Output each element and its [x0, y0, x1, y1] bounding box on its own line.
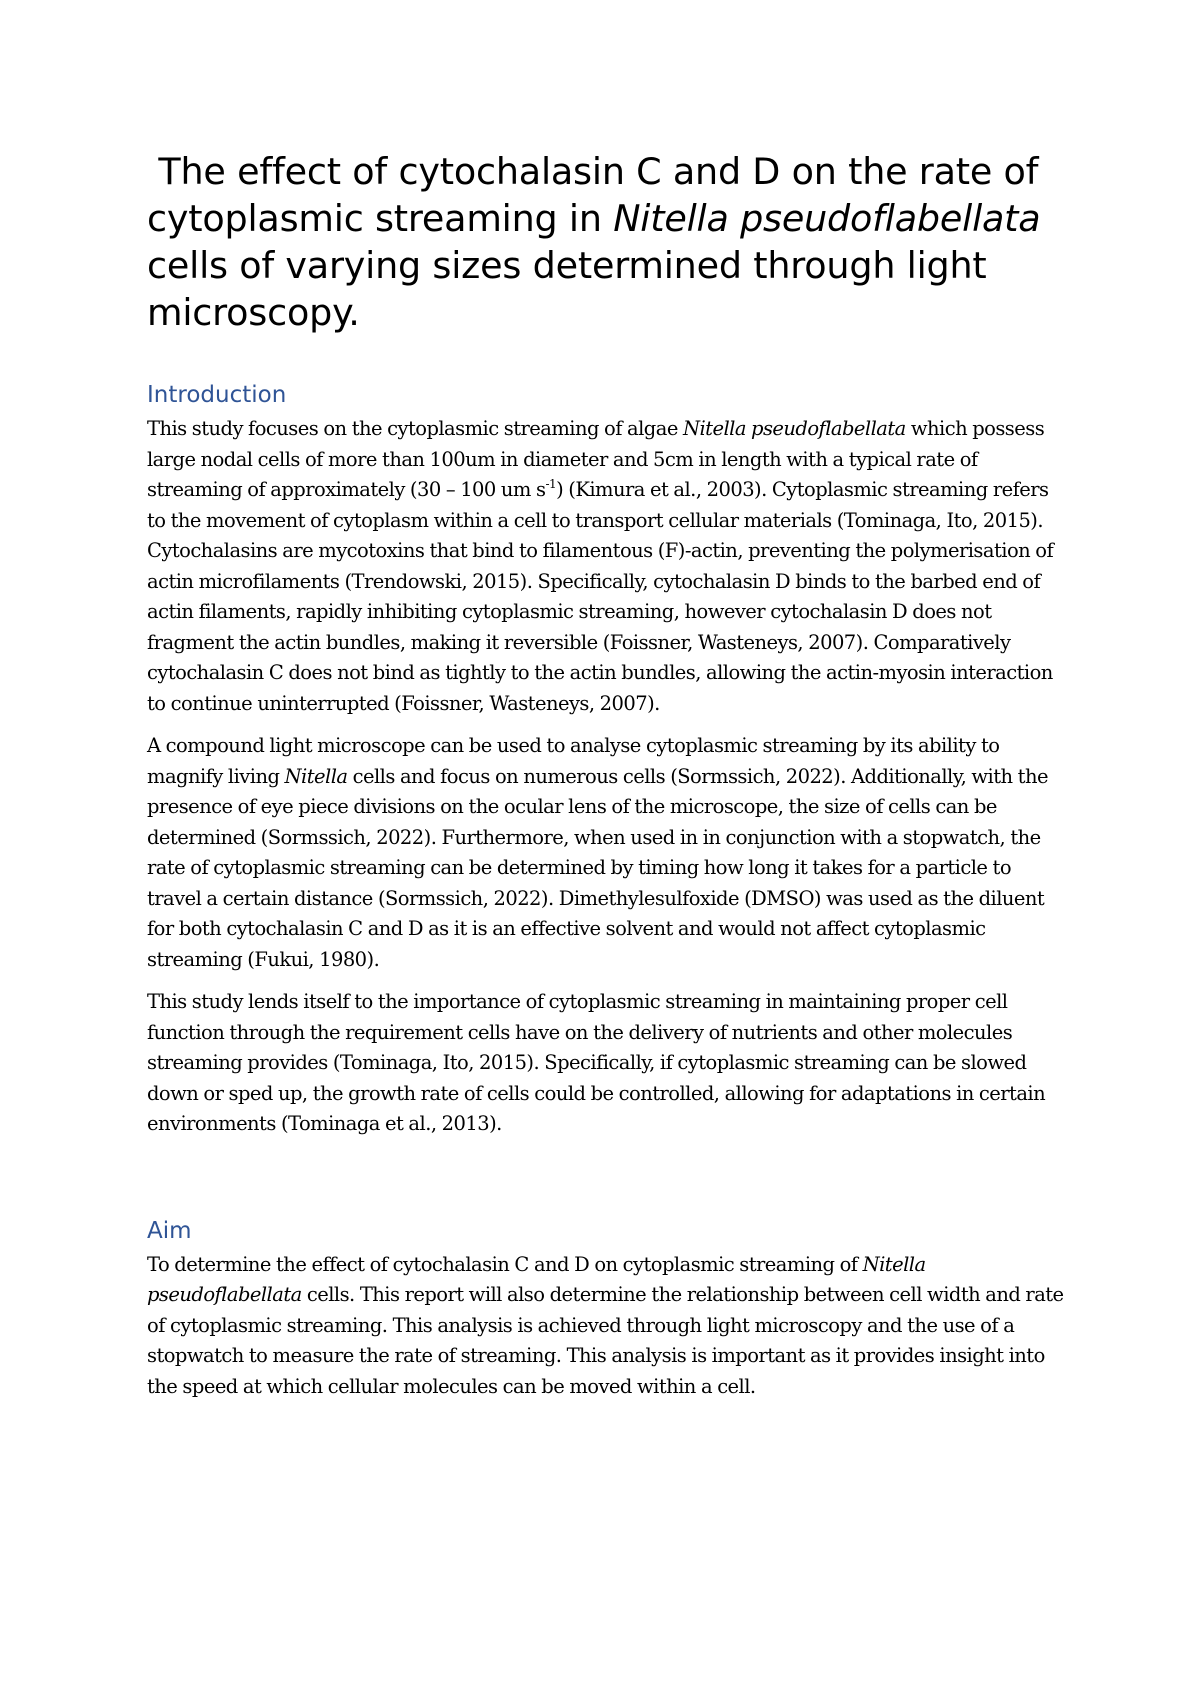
aim-section: [147, 1216, 1067, 1403]
introduction-paragraph-1: [147, 414, 1067, 719]
aim-text-1: To determine the effect of cytochalasin C and D on cytoplasmic streaming of: [147, 1252, 863, 1276]
introduction-section: [147, 380, 1067, 1140]
aim-text-2: cells. This report will also determine the relationship between cell width and rate of cytoplasmic streaming. This analysis is achieved through light microscopy and the use of a stopwatch to measure the rate of streaming. This analysis is important as it provides insight into the speed at which cellular molecules can be moved within a cell.: [147, 1283, 1064, 1398]
title-lead-space: [147, 150, 158, 193]
intro-p2-text-1: A compound light microscope can be used to analyse cytoplasmic streaming by its ability to magnify living: [147, 734, 1000, 788]
aim-heading: Aim: [147, 1217, 192, 1244]
title-species-name: Nitella pseudoflabellata: [613, 197, 1041, 240]
section-spacer: [147, 1152, 1067, 1216]
intro-p1-text-3: ) (Kimura et al., 2003). Cytoplasmic streaming refers to the movement of cytoplasm within a cell to transport cellular materials (Tominaga, Ito, 2015). Cytochalasins are mycotoxins that bind to filamentous (F)-actin, preventing the polymerisation of actin microfilaments (Trendowski, 2015). Specifically, cytochalasin D binds to the barbed end of actin filaments, rapidly inhibiting cytoplasmic streaming, however cytochalasin D does not fragment the actin bundles, making it reversible (Foissner, Wasteneys, 2007). Comparatively cytochalasin C does not bind as tightly to the actin bundles, allowing the actin-myosin interaction to continue uninterrupted (Foissner, Wasteneys, 2007).: [147, 478, 1054, 715]
title-text-part2: cells of varying sizes determined through light microscopy.: [147, 244, 987, 334]
introduction-paragraph-3: This study lends itself to the importance of cytoplasmic streaming in maintaining proper cell function through the requirement cells have on the delivery of nutrients and other molecules streaming provides (Tominaga, Ito, 2015). Specifically, if cytoplasmic streaming can be slowed down or sped up, the growth rate of cells could be controlled, allowing for adaptations in certain environments (Tominaga et al., 2013).: [147, 990, 1046, 1135]
introduction-paragraph-2: [147, 731, 1067, 975]
document-title: [147, 148, 1067, 336]
intro-p2-text-2: cells and focus on numerous cells (Sormssich, 2022). Additionally, with the presence of eye piece divisions on the ocular lens of the microscope, the size of cells can be determined (Sormssich, 2022). Furthermore, when used in in conjunction with a stopwatch, the rate of cytoplasmic streaming can be determined by timing how long it takes for a particle to travel a certain distance (Sormssich, 2022). Dimethylesulfoxide (DMSO) was used as the diluent for both cytochalasin C and D as it is an effective solvent and would not affect cytoplasmic streaming (Fukui, 1980).: [147, 764, 1048, 971]
introduction-heading: Introduction: [147, 382, 287, 408]
intro-p2-genus: Nitella: [284, 764, 348, 788]
document-content: [147, 148, 1067, 1414]
intro-p1-species: Nitella pseudoflabellata: [682, 417, 906, 440]
intro-p1-superscript: -1: [545, 477, 557, 491]
intro-p1-text-2: which possess large nodal cells of more than 100um in diameter and 5cm in length with a typical rate of streaming of approximately (30 – 100 um s: [147, 417, 1045, 501]
aim-paragraph: [147, 1250, 1067, 1403]
aim-species: Nitella pseudoflabellata: [147, 1252, 926, 1306]
title-text-part1: The effect of cytochalasin C and D on the rate of cytoplasmic streaming in: [147, 150, 1039, 240]
intro-p1-text-1: This study focuses on the cytoplasmic streaming of algae: [147, 417, 683, 440]
